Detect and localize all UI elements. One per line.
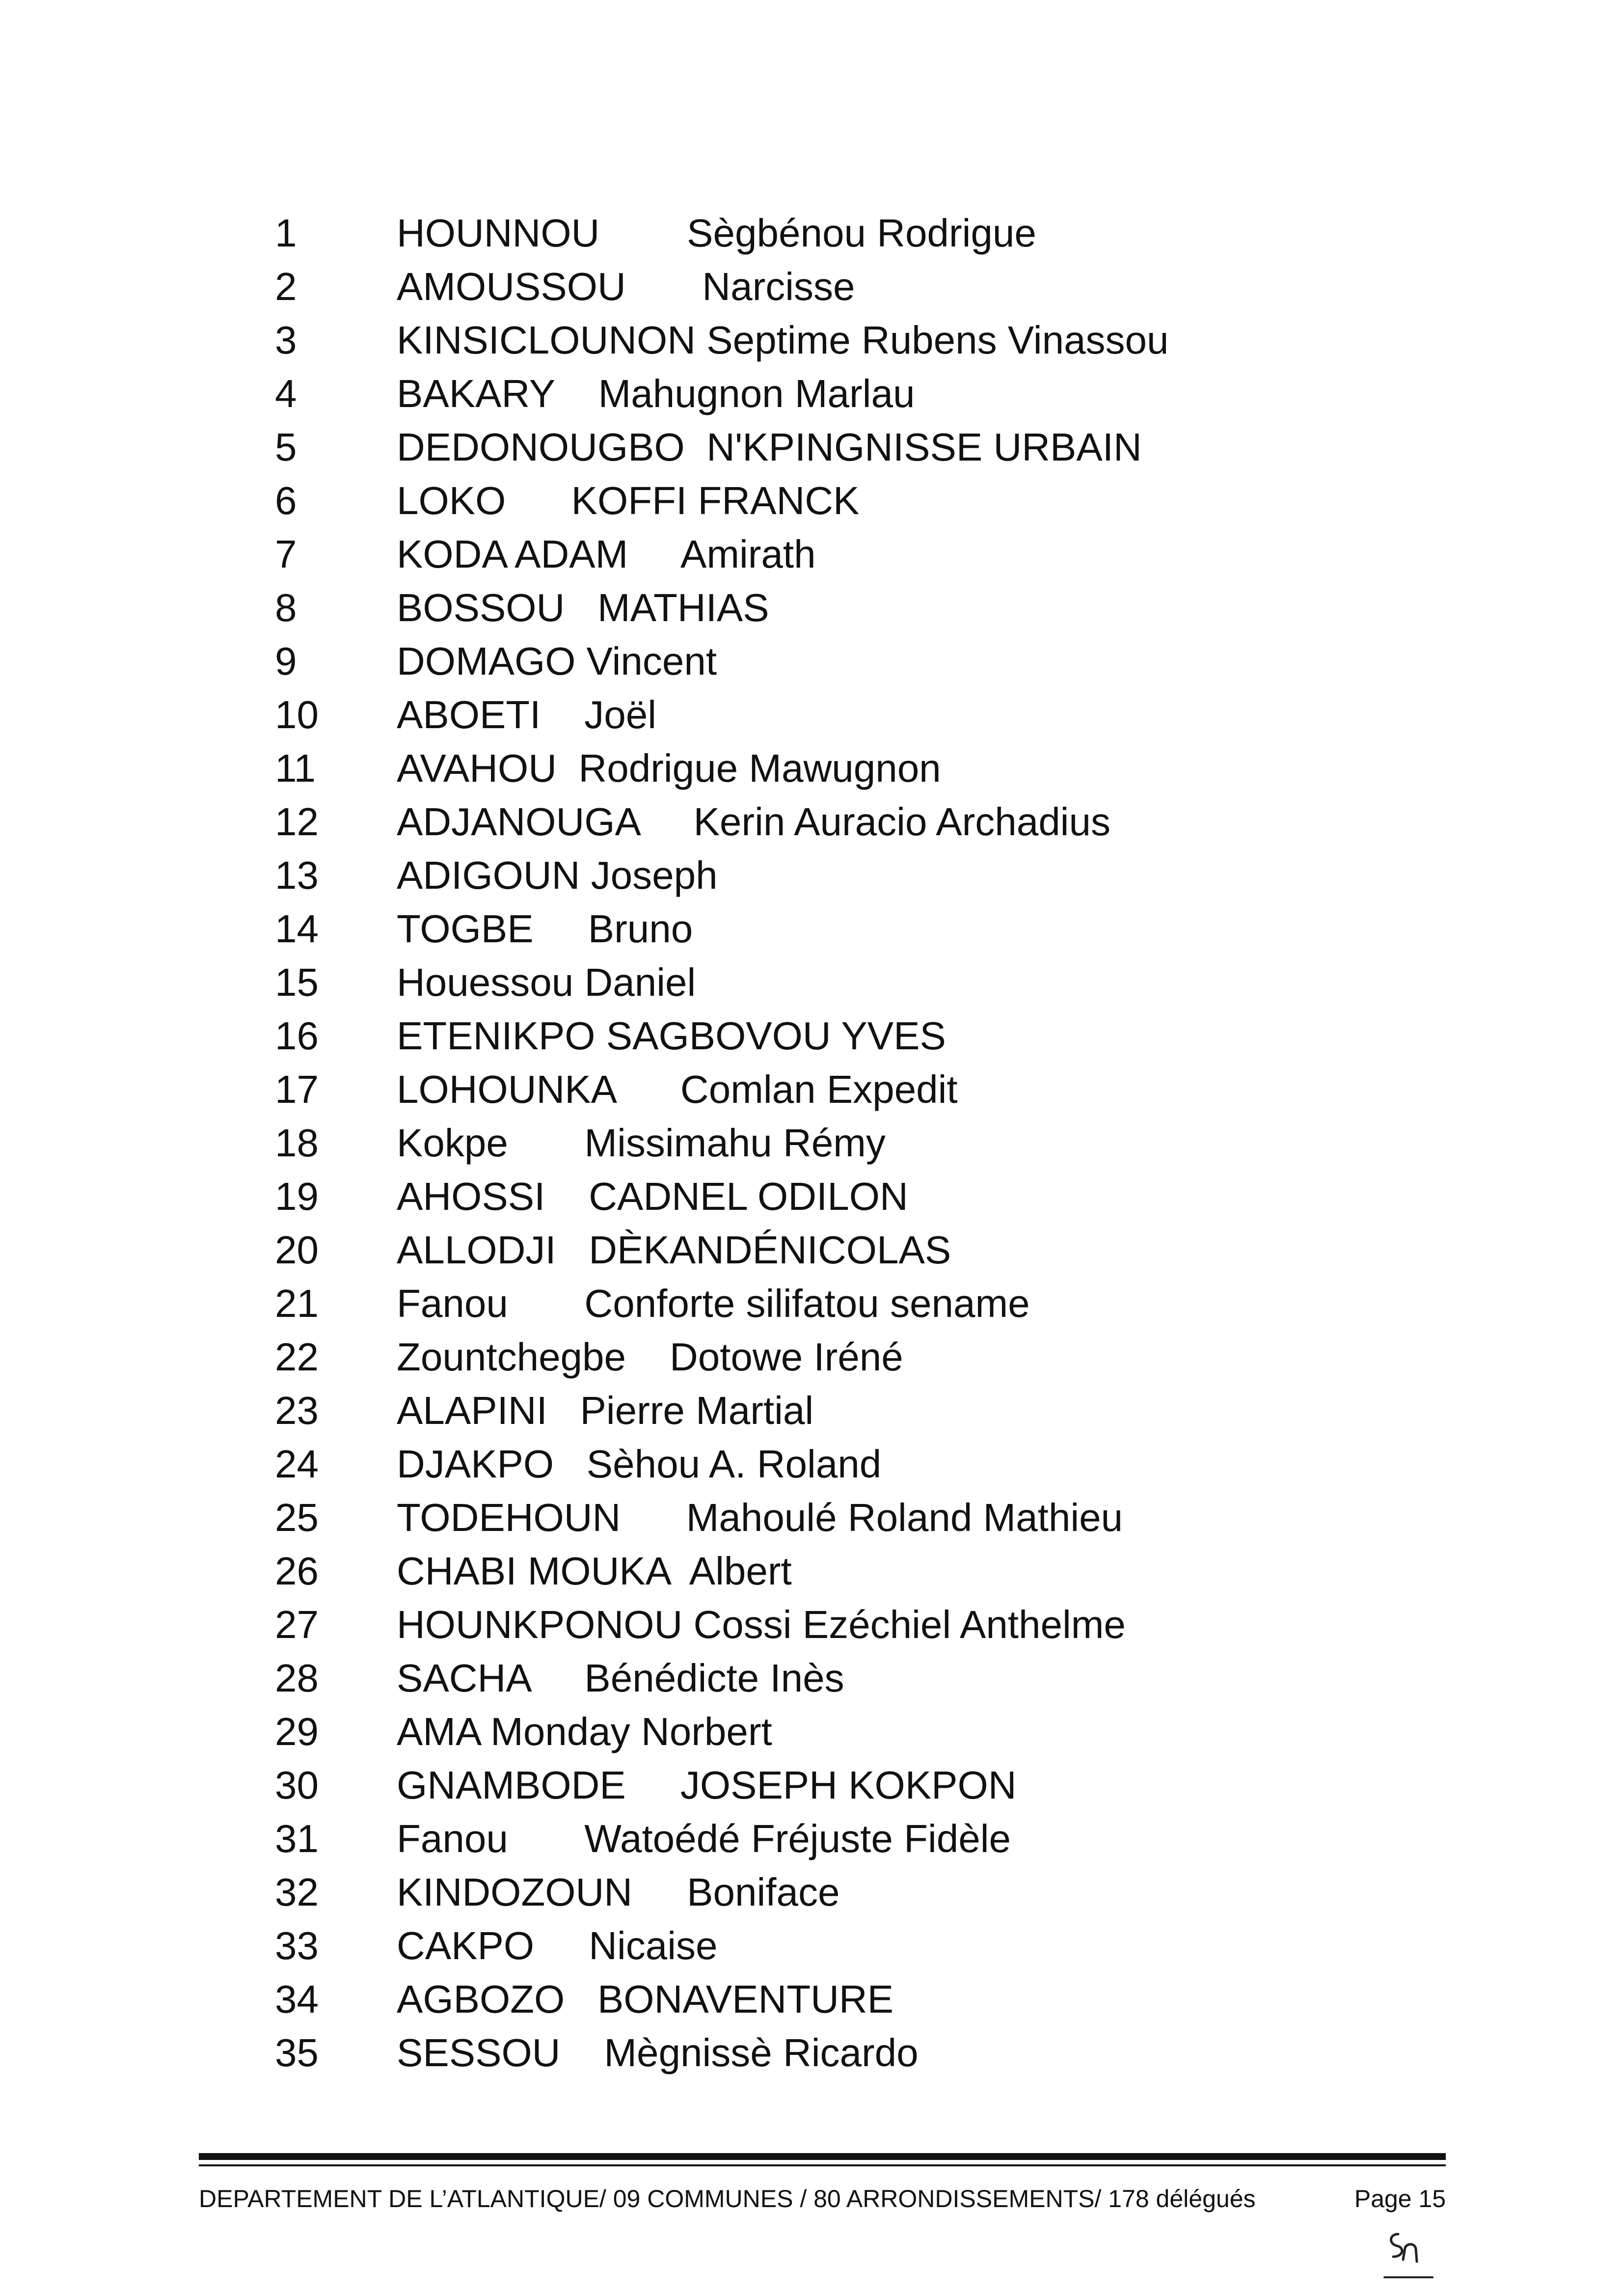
list-item bbox=[0, 1437, 1624, 1491]
delegate-name: TOGBE Bruno bbox=[397, 907, 693, 951]
delegate-name: BAKARY Mahugnon Marlau bbox=[397, 372, 915, 415]
delegate-name: TODEHOUN Mahoulé Roland Mathieu bbox=[397, 1496, 1123, 1539]
list-item bbox=[0, 1491, 1624, 1544]
delegate-name: ABOETI Joël bbox=[397, 693, 657, 737]
list-item bbox=[0, 260, 1624, 313]
list-item bbox=[0, 902, 1624, 956]
row-number: 21 bbox=[275, 1282, 319, 1325]
delegate-name: CAKPO Nicaise bbox=[397, 1924, 718, 1967]
list-item bbox=[0, 1705, 1624, 1758]
delegate-name: SESSOU Mègnissè Ricardo bbox=[397, 2031, 919, 2075]
list-item bbox=[0, 1598, 1624, 1651]
list-item bbox=[0, 1277, 1624, 1330]
delegate-name: DEDONOUGBO N'KPINGNISSE URBAIN bbox=[397, 425, 1142, 469]
list-item bbox=[0, 1116, 1624, 1170]
delegate-name: LOKO KOFFI FRANCK bbox=[397, 479, 860, 522]
delegate-name: HOUNNOU Sègbénou Rodrigue bbox=[397, 211, 1036, 255]
row-number: 32 bbox=[275, 1870, 319, 1914]
delegate-name: ADJANOUGA Kerin Auracio Archadius bbox=[397, 800, 1110, 844]
delegate-name: ALAPINI Pierre Martial bbox=[397, 1389, 814, 1432]
delegate-name: ADIGOUN Joseph bbox=[397, 853, 718, 897]
footer-department-text: DEPARTEMENT DE L’ATLANTIQUE/ 09 COMMUNES / 80 ARRONDISSEMENTS/ 178 délégués bbox=[199, 2185, 1256, 2212]
list-item bbox=[0, 1865, 1624, 1919]
list-item bbox=[0, 688, 1624, 741]
delegate-name: DJAKPO Sèhou A. Roland bbox=[397, 1442, 882, 1486]
row-number: 33 bbox=[275, 1924, 319, 1967]
row-number: 9 bbox=[275, 639, 297, 683]
row-number: 15 bbox=[275, 960, 319, 1004]
list-item bbox=[0, 956, 1624, 1009]
delegate-name: BOSSOU MATHIAS bbox=[397, 586, 769, 629]
delegate-name: Fanou Conforte silifatou sename bbox=[397, 1282, 1030, 1325]
list-item bbox=[0, 795, 1624, 848]
row-number: 34 bbox=[275, 1977, 319, 2021]
signature-icon bbox=[1375, 2219, 1438, 2283]
row-number: 6 bbox=[275, 479, 297, 522]
row-number: 7 bbox=[275, 532, 297, 576]
list-item bbox=[0, 1330, 1624, 1384]
row-number: 13 bbox=[275, 853, 319, 897]
row-number: 14 bbox=[275, 907, 319, 951]
delegate-name: ALLODJI DÈKANDÉNICOLAS bbox=[397, 1228, 951, 1272]
list-item bbox=[0, 1972, 1624, 2026]
list-item bbox=[0, 1384, 1624, 1437]
delegate-name: GNAMBODE JOSEPH KOKPON bbox=[397, 1763, 1017, 1807]
row-number: 24 bbox=[275, 1442, 319, 1486]
row-number: 26 bbox=[275, 1549, 319, 1593]
list-item bbox=[0, 367, 1624, 420]
delegate-name: Fanou Watoédé Fréjuste Fidèle bbox=[397, 1817, 1011, 1860]
list-item bbox=[0, 313, 1624, 367]
row-number: 19 bbox=[275, 1174, 319, 1218]
footer-rule-thin bbox=[199, 2164, 1446, 2166]
row-number: 12 bbox=[275, 800, 319, 844]
row-number: 35 bbox=[275, 2031, 319, 2075]
list-item bbox=[0, 1919, 1624, 1972]
row-number: 2 bbox=[275, 265, 297, 308]
row-number: 27 bbox=[275, 1603, 319, 1646]
list-item bbox=[0, 1223, 1624, 1277]
page-footer bbox=[199, 2153, 1446, 2218]
list-item bbox=[0, 2026, 1624, 2079]
delegate-name: AMA Monday Norbert bbox=[397, 1710, 772, 1753]
list-item bbox=[0, 1170, 1624, 1223]
row-number: 22 bbox=[275, 1335, 319, 1379]
delegate-name: LOHOUNKA Comlan Expedit bbox=[397, 1067, 958, 1111]
delegate-name: Houessou Daniel bbox=[397, 960, 696, 1004]
delegate-name: AVAHOU Rodrigue Mawugnon bbox=[397, 746, 941, 790]
list-item bbox=[0, 634, 1624, 688]
delegate-name: ETENIKPO SAGBOVOU YVES bbox=[397, 1014, 946, 1058]
row-number: 5 bbox=[275, 425, 297, 469]
delegate-name: AGBOZO BONAVENTURE bbox=[397, 1977, 893, 2021]
row-number: 17 bbox=[275, 1067, 319, 1111]
list-item bbox=[0, 1758, 1624, 1812]
row-number: 30 bbox=[275, 1763, 319, 1807]
row-number: 16 bbox=[275, 1014, 319, 1058]
delegate-name: AHOSSI CADNEL ODILON bbox=[397, 1174, 908, 1218]
row-number: 4 bbox=[275, 372, 297, 415]
list-item bbox=[0, 1812, 1624, 1865]
row-number: 28 bbox=[275, 1656, 319, 1700]
list-item bbox=[0, 474, 1624, 527]
delegate-name: DOMAGO Vincent bbox=[397, 639, 717, 683]
list-item bbox=[0, 848, 1624, 902]
row-number: 8 bbox=[275, 586, 297, 629]
delegate-name: AMOUSSOU Narcisse bbox=[397, 265, 855, 308]
delegate-name: KINDOZOUN Boniface bbox=[397, 1870, 840, 1914]
delegate-name: Zountchegbe Dotowe Iréné bbox=[397, 1335, 903, 1379]
delegate-name: KINSICLOUNON Septime Rubens Vinassou bbox=[397, 318, 1169, 362]
footer-rule-thick bbox=[199, 2153, 1446, 2160]
row-number: 23 bbox=[275, 1389, 319, 1432]
row-number: 18 bbox=[275, 1121, 319, 1165]
row-number: 29 bbox=[275, 1710, 319, 1753]
delegate-name: Kokpe Missimahu Rémy bbox=[397, 1121, 886, 1165]
row-number: 25 bbox=[275, 1496, 319, 1539]
row-number: 10 bbox=[275, 693, 319, 737]
delegate-list bbox=[0, 206, 1624, 2079]
row-number: 3 bbox=[275, 318, 297, 362]
row-number: 20 bbox=[275, 1228, 319, 1272]
list-item bbox=[0, 527, 1624, 581]
list-item bbox=[0, 1544, 1624, 1598]
delegate-name: SACHA Bénédicte Inès bbox=[397, 1656, 844, 1700]
list-item bbox=[0, 420, 1624, 474]
delegate-name: HOUNKPONOU Cossi Ezéchiel Anthelme bbox=[397, 1603, 1126, 1646]
list-item bbox=[0, 1063, 1624, 1116]
delegate-name: CHABI MOUKA Albert bbox=[397, 1549, 792, 1593]
list-item bbox=[0, 741, 1624, 795]
row-number: 31 bbox=[275, 1817, 319, 1860]
footer-text bbox=[199, 2179, 1446, 2218]
row-number: 1 bbox=[275, 211, 297, 255]
list-item bbox=[0, 1009, 1624, 1063]
list-item bbox=[0, 581, 1624, 634]
page-number: Page 15 bbox=[1354, 2185, 1446, 2212]
delegate-name: KODA ADAM Amirath bbox=[397, 532, 816, 576]
list-item bbox=[0, 1651, 1624, 1705]
row-number: 11 bbox=[275, 746, 316, 790]
list-item bbox=[0, 206, 1624, 260]
